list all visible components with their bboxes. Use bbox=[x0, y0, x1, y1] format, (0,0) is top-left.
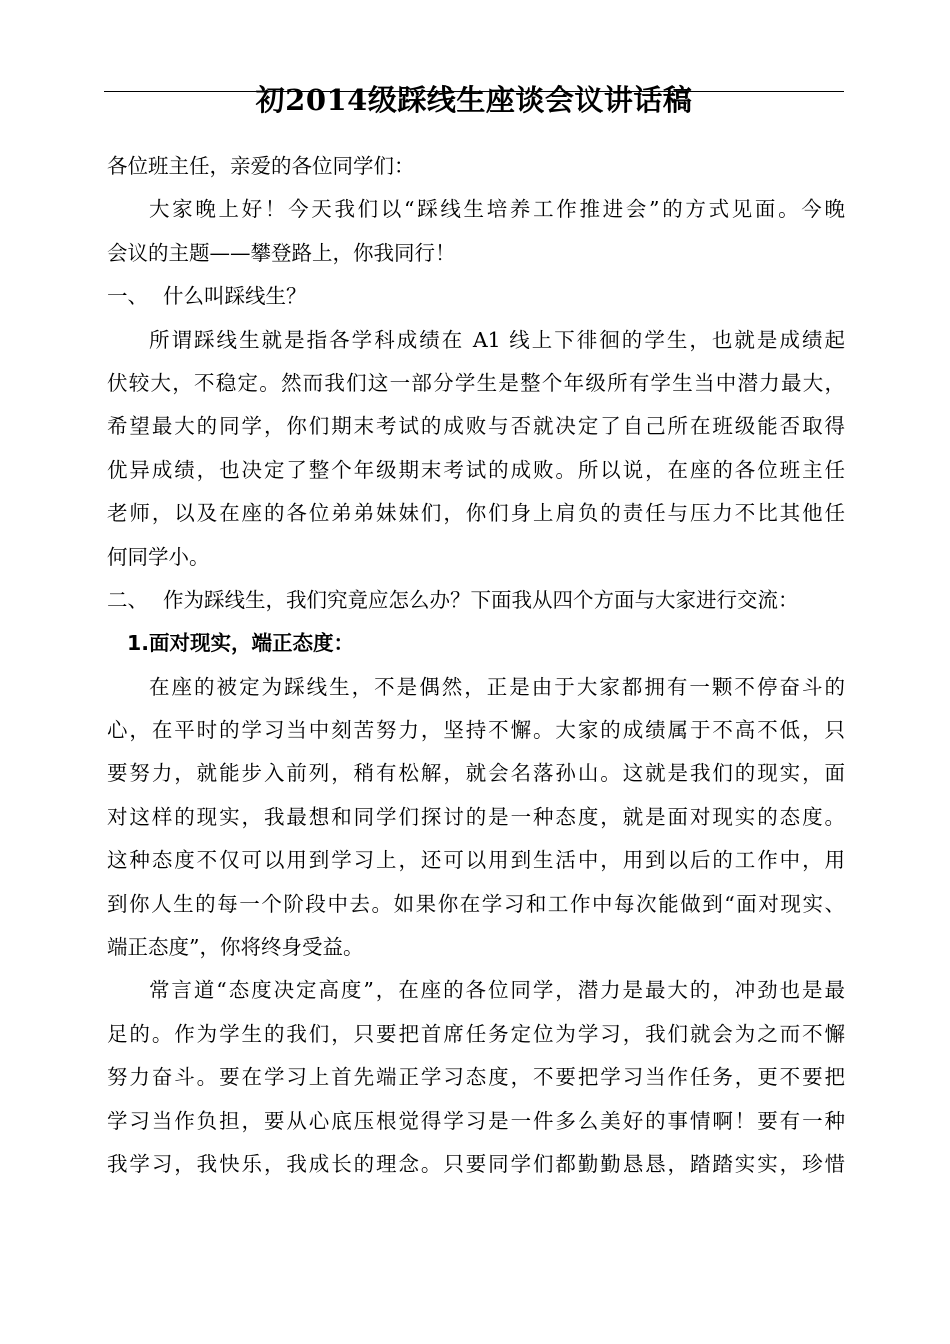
paragraph-line: 努力奋斗。要在学习上首先端正学习态度，不要把学习当作任务，更不要把 bbox=[107, 1065, 845, 1090]
paragraph-line: 学习当作负担，要从心底压根觉得学习是一件多么美好的事情啊！要有一种 bbox=[107, 1108, 845, 1133]
greeting-line: 各位班主任，亲爱的各位同学们： bbox=[107, 154, 415, 178]
paragraph-line: 要努力，就能步入前列，稍有松解，就会名落孙山。这就是我们的现实，面 bbox=[107, 761, 845, 786]
paragraph-line: 对这样的现实，我最想和同学们探讨的是一种态度，就是面对现实的态度。 bbox=[107, 804, 845, 829]
section-1-line: 何同学小。 bbox=[107, 544, 210, 569]
section-1-line: 希望最大的同学，你们期末考试的成败与否就决定了自己所在班级能否取得 bbox=[107, 414, 845, 439]
paragraph-line: 到你人生的每一个阶段中去。如果你在学习和工作中每次能做到“面对现实、 bbox=[107, 891, 845, 916]
paragraph-line: 这种态度不仅可以用到学习上，还可以用到生活中，用到以后的工作中，用 bbox=[107, 848, 845, 873]
intro-line: 会议的主题——攀登路上，你我同行！ bbox=[107, 240, 456, 265]
section-2-heading-text: 作为踩线生，我们究竟应怎么办？下面我从四个方面与大家进行交流： bbox=[163, 587, 799, 612]
intro-line: 大家晚上好！今天我们以“踩线生培养工作推进会”的方式见面。今晚 bbox=[149, 197, 845, 222]
section-1-number: 一、 bbox=[107, 284, 148, 309]
subsection-1-heading: 1.面对现实，端正态度： bbox=[127, 631, 355, 656]
paragraph-line: 端正态度”，你将终身受益。 bbox=[107, 935, 364, 960]
section-1-heading bbox=[107, 275, 845, 318]
document-body bbox=[107, 145, 845, 1186]
paragraph-line: 我学习，我快乐，我成长的理念。只要同学们都勤勤恳恳，踏踏实实，珍惜 bbox=[107, 1151, 845, 1176]
section-1-line: 伏较大，不稳定。然而我们这一部分学生是整个年级所有学生当中潜力最大， bbox=[107, 370, 845, 395]
section-1-line: 优异成绩，也决定了整个年级期末考试的成败。所以说，在座的各位班主任 bbox=[107, 457, 845, 482]
section-2-number: 二、 bbox=[107, 587, 148, 612]
section-2-heading bbox=[107, 579, 845, 622]
paragraph-line: 在座的被定为踩线生，不是偶然，正是由于大家都拥有一颗不停奋斗的 bbox=[149, 674, 845, 699]
paragraph-line: 足的。作为学生的我们，只要把首席任务定位为学习，我们就会为之而不懈 bbox=[107, 1021, 845, 1046]
document-title: 初2014级踩线生座谈会议讲话稿 bbox=[255, 83, 693, 117]
paragraph-line: 心，在平时的学习当中刻苦努力，坚持不懈。大家的成绩属于不高不低，只 bbox=[107, 718, 845, 743]
section-1-heading-text: 什么叫踩线生？ bbox=[163, 284, 307, 309]
paragraph-line: 常言道“态度决定高度”，在座的各位同学，潜力是最大的，冲劲也是最 bbox=[149, 978, 845, 1003]
section-1-line: 所谓踩线生就是指各学科成绩在 A1 线上下徘徊的学生，也就是成绩起 bbox=[149, 327, 845, 352]
section-1-line: 老师，以及在座的各位弟弟妹妹们，你们身上肩负的责任与压力不比其他任 bbox=[107, 501, 845, 526]
